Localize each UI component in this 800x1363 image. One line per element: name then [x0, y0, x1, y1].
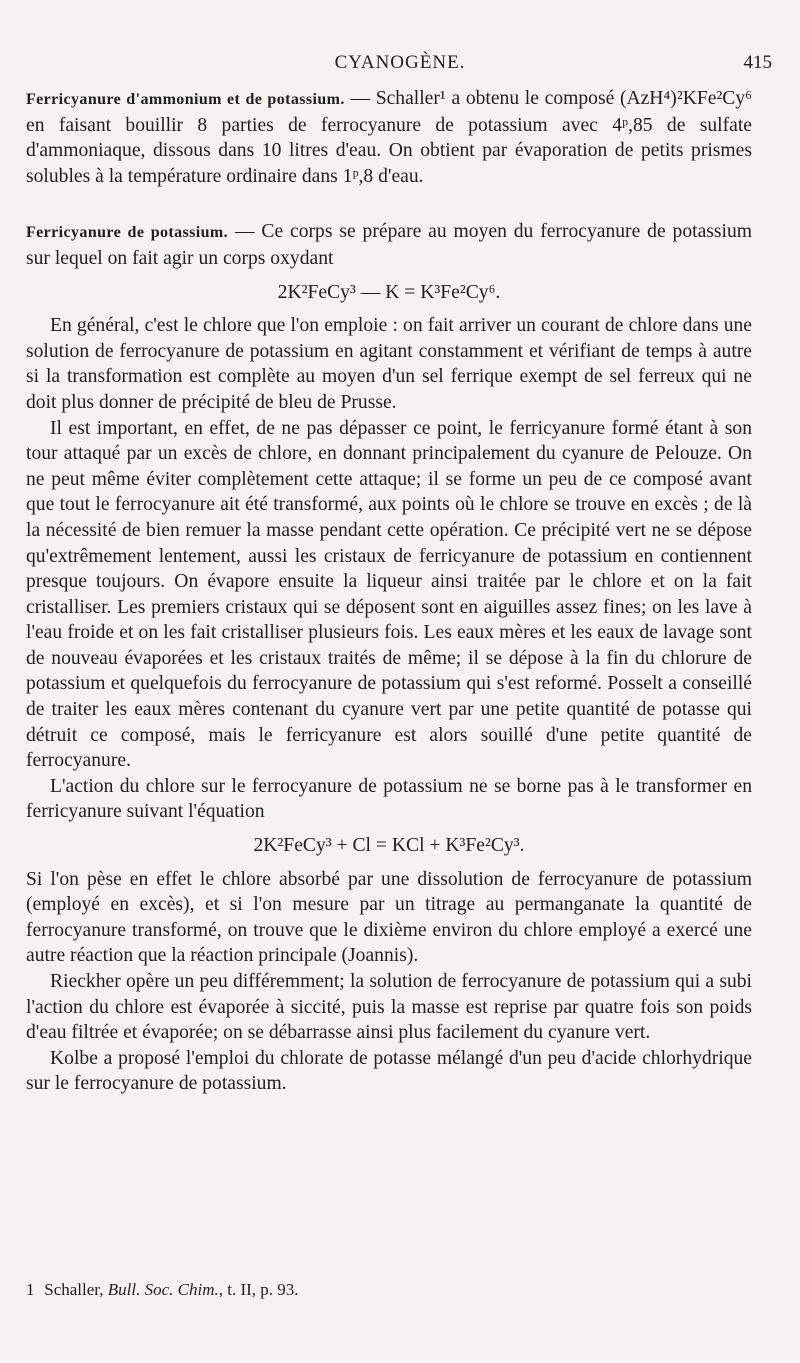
section-heading: Ferricyanure d'ammonium et de potassium.	[26, 91, 345, 108]
paragraph: Kolbe a proposé l'emploi du chlorate de potasse mélangé d'un peu d'acide chlorhydrique sur le ferrocyanure de potassium.	[26, 1047, 752, 1095]
equation: 2K²FeCy³ — K = K³Fe²Cy⁶.	[277, 281, 501, 303]
body-text	[26, 86, 752, 1097]
footnote-ref: , t. II, p. 93.	[218, 1280, 299, 1299]
section-heading: Ferricyanure de potassium.	[26, 224, 229, 242]
running-head	[26, 52, 774, 78]
section-potassium	[26, 219, 752, 271]
paragraph: Si l'on pèse en effet le chlore absorbé par une dissolution de ferrocyanure de potassium (employé en excès), et si l'on mesure par un titrage au permanganate la quantité de ferrocyanure transformé, on trouve que le dixième environ du chlore employé a exercé une autre réaction que la réaction principale (Joannis).	[26, 868, 752, 967]
footnote-author: Schaller,	[44, 1280, 104, 1299]
running-title: CYANOGÈNE.	[334, 52, 466, 73]
section-text: — Ce corps se prépare au moyen du ferrocyanure de potassium sur lequel on fait agir un corps oxydant	[26, 221, 752, 269]
footnote-mark: 1	[26, 1280, 35, 1299]
page-number: 415	[743, 52, 772, 73]
paragraph: Il est important, en effet, de ne pas dépasser ce point, le ferricyanure formé étant à son tour attaqué par un excès de chlore, en donnant principalement du cyanure de Pelouze. On ne peut même éviter complètement cette attaque; il se forme un peu de ce composé avant que tout le ferrocyanure ait été transformé, aux points où le chlore se trouve en excès ; de là la nécessité de bien remuer la masse pendant cette opération. Ce précipité vert ne se dépose qu'extrêmement lentement, aussi les cristaux de ferricyanure de potassium en contiennent presque toujours. On évapore ensuite la liqueur ainsi traitée par le chlore et on la fait cristalliser. Les premiers cristaux qui se déposent sont en aiguilles assez fines; on les lave à l'eau froide et on les fait cristalliser plusieurs fois. Les eaux mères et les eaux de lavage sont de nouveau évaporées et les cristaux traités de même; il se dépose à la fin du chlorure de potassium et quelquefois du ferrocyanure de potassium qui s'est reformé. Posselt a conseillé de traiter les eaux mères contenant du cyanure vert par une petite quantité de potasse qui détruit ce composé, mais le ferricyanure est alors souillé d'une petite quantité de ferrocyanure.	[26, 417, 752, 772]
paragraph: L'action du chlore sur le ferrocyanure de potassium ne se borne pas à le transformer en ferricyanure suivant l'équation	[26, 775, 752, 823]
footnote-journal: Bull. Soc. Chim.	[107, 1280, 219, 1299]
equation: 2K²FeCy³ + Cl = KCl + K³Fe²Cy³.	[253, 835, 525, 857]
footnote	[26, 1280, 752, 1300]
section-ammonium-potassium	[26, 86, 752, 189]
paragraph: En général, c'est le chlore que l'on emploie : on fait arriver un courant de chlore dans une solution de ferrocyanure de potassium en agitant constamment et vérifiant de temps à autre si la transformation est complète au moyen d'un sel ferrique exempt de sel ferreux qui ne doit plus donner de précipité de bleu de Prusse.	[26, 315, 752, 413]
paragraph: Rieckher opère un peu différemment; la solution de ferrocyanure de potassium qui a subi l'action du chlore est évaporée à siccité, puis la masse est reprise par quatre fois son poids d'eau filtrée et évaporée; on se débarrasse ainsi plus facilement du cyanure vert.	[26, 971, 752, 1044]
section-gap	[26, 189, 752, 219]
section-text: — Schaller¹ a obtenu le composé (AzH⁴)²KFe²Cy⁶ en faisant bouillir 8 parties de ferrocyanure de potassium avec 4ᵖ,85 de sulfate d'ammoniaque, dissous dans 10 litres d'eau. On obtient par évaporation de petits prismes solubles à la température ordinaire dans 1ᵖ,8 d'eau.	[26, 88, 753, 187]
